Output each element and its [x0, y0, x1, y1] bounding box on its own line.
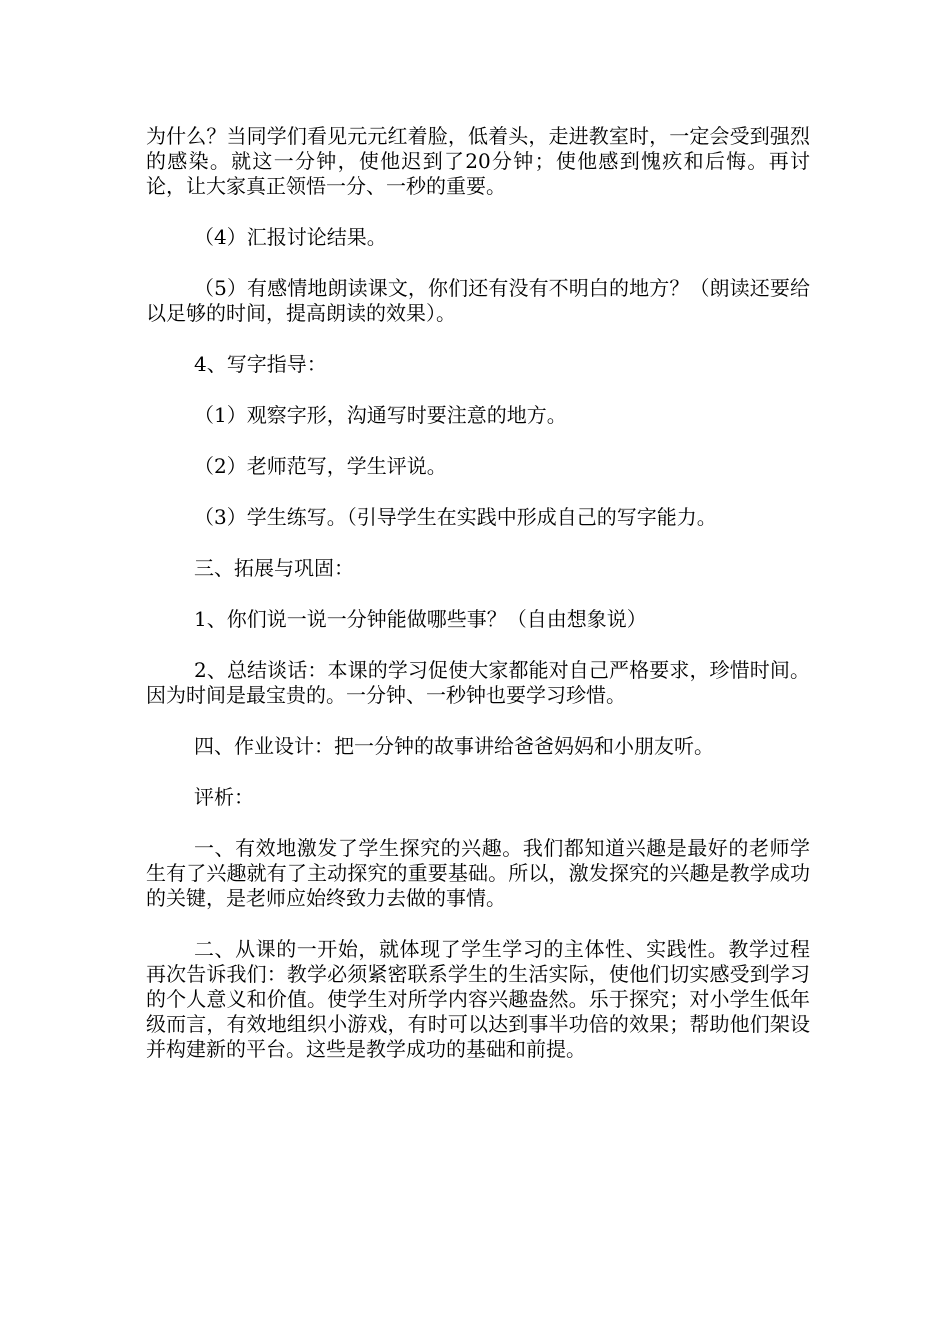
paragraph-evaluation-1: 一、有效地激发了学生探究的兴趣。我们都知道兴趣是最好的老师学生有了兴趣就有了主动探究的重要基础。所以，激发探究的兴趣是教学成功的关键，是老师应始终致力去做的事情。: [146, 836, 810, 910]
paragraph-step-4: （4）汇报讨论结果。: [194, 225, 387, 249]
section-heading-evaluation: 评析：: [194, 785, 254, 809]
paragraph-step-5: （5）有感情地朗读课文，你们还有没有不明白的地方？（朗读还要给以足够的时间，提高朗读的效果）。: [146, 276, 810, 325]
section-heading-extension: 三、拓展与巩固：: [194, 556, 354, 580]
paragraph-extension-1: 1、你们说一说一分钟能做哪些事？（自由想象说）: [194, 607, 647, 631]
paragraph-writing-step-2: （2）老师范写，学生评说。: [194, 454, 447, 478]
section-heading-homework: 四、作业设计：把一分钟的故事讲给爸爸妈妈和小朋友听。: [194, 734, 714, 758]
document-body: [146, 124, 810, 1088]
paragraph-continuation: 为什么？当同学们看见元元红着脸，低着头，走进教室时，一定会受到强烈的感染。就这一分钟，使他迟到了20分钟；使他感到愧疚和后悔。再讨论，让大家真正领悟一分、一秒的重要。: [146, 124, 810, 198]
paragraph-evaluation-2: 二、从课的一开始，就体现了学生学习的主体性、实践性。教学过程再次告诉我们：教学必须紧密联系学生的生活实际，使他们切实感受到学习的个人意义和价值。使学生对所学内容兴趣盎然。乐于探究；对小学生低年级而言，有效地组织小游戏，有时可以达到事半功倍的效果；帮助他们架设并构建新的平台。这些是教学成功的基础和前提。: [146, 937, 810, 1061]
paragraph-writing-guidance-heading: 4、写字指导：: [194, 352, 327, 376]
paragraph-writing-step-3: （3）学生练写。（引导学生在实践中形成自己的写字能力。: [194, 505, 717, 529]
paragraph-extension-2: 2、总结谈话：本课的学习促使大家都能对自己严格要求，珍惜时间。因为时间是最宝贵的。一分钟、一秒钟也要学习珍惜。: [146, 658, 810, 707]
paragraph-writing-step-1: （1）观察字形，沟通写时要注意的地方。: [194, 403, 567, 427]
